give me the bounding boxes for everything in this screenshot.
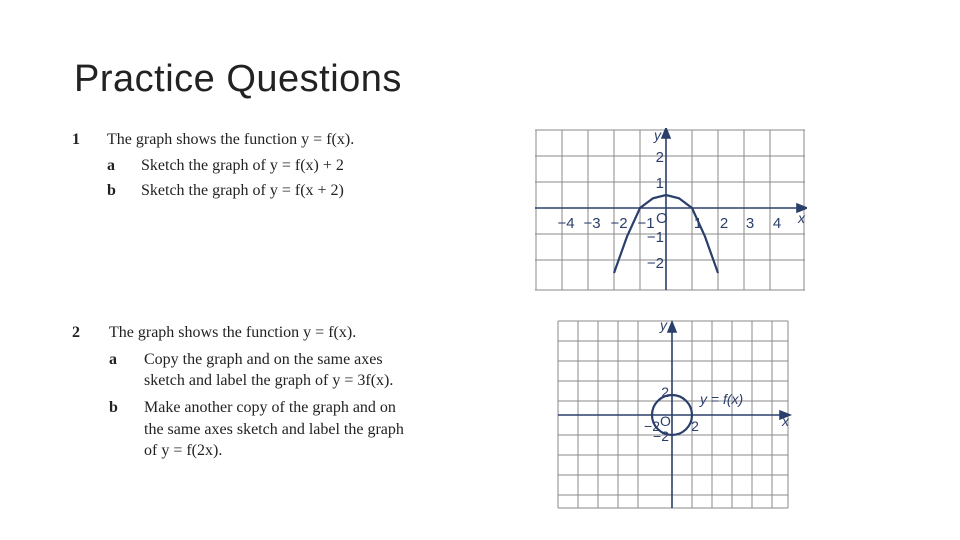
graph-1-grid xyxy=(535,130,805,290)
question-2b-text-1: Make another copy of the graph and on xyxy=(144,399,396,416)
question-2a-text-2: sketch and label the graph of y = 3f(x). xyxy=(144,372,394,389)
graph-2-axes xyxy=(558,322,790,508)
graph-2-y-axis-label: y xyxy=(660,318,667,333)
question-1-number: 1 xyxy=(72,131,80,148)
x-tick-label: 2 xyxy=(719,215,729,232)
slide-title: Practice Questions xyxy=(74,58,402,100)
question-2b-text-3: of y = f(2x). xyxy=(144,442,223,459)
y-tick-label: −1 xyxy=(646,229,664,246)
graph-2 xyxy=(556,318,792,510)
graph-1-x-tick-labels xyxy=(557,215,781,232)
question-2b-label: b xyxy=(109,399,118,416)
x-tick-label: −3 xyxy=(583,215,601,232)
y-tick-label: −2 xyxy=(646,255,664,272)
x-tick-label: −2 xyxy=(644,418,660,434)
question-1-stem: The graph shows the function y = f(x). xyxy=(107,131,355,148)
question-2-stem: The graph shows the function y = f(x). xyxy=(109,324,357,341)
x-tick-label: −4 xyxy=(557,215,575,232)
question-2a-text-1: Copy the graph and on the same axes xyxy=(144,351,383,368)
question-1a-label: a xyxy=(107,157,115,174)
question-2a-label: a xyxy=(109,351,117,368)
question-2-number: 2 xyxy=(72,324,80,341)
graph-1-origin-label: O xyxy=(656,210,668,227)
x-tick-label: 4 xyxy=(772,215,782,232)
y-tick-label: 1 xyxy=(655,175,664,192)
graph-1-x-axis-label: x xyxy=(798,210,805,226)
y-tick-label: −2 xyxy=(653,428,669,444)
x-tick-label: −1 xyxy=(637,215,655,232)
question-2b-text-2: the same axes sketch and label the graph xyxy=(144,421,404,438)
graph-2-x-axis-label: x xyxy=(782,413,789,429)
x-tick-label: 2 xyxy=(691,418,699,434)
graph-2-curve-label: y = f(x) xyxy=(700,391,744,407)
question-1b-text: Sketch the graph of y = f(x + 2) xyxy=(141,182,344,199)
graph-1 xyxy=(535,128,807,292)
graph-1-axes xyxy=(535,128,807,290)
y-tick-label: 2 xyxy=(661,384,669,400)
x-tick-label: 3 xyxy=(745,215,755,232)
question-1a-text: Sketch the graph of y = f(x) + 2 xyxy=(141,157,344,174)
x-tick-label: −2 xyxy=(610,215,628,232)
graph-1-y-axis-label: y xyxy=(654,128,661,143)
question-1b-label: b xyxy=(107,182,116,199)
y-tick-label: 2 xyxy=(655,149,664,166)
graph-2-origin-label: O xyxy=(660,413,671,429)
x-tick-label: 1 xyxy=(693,215,703,232)
